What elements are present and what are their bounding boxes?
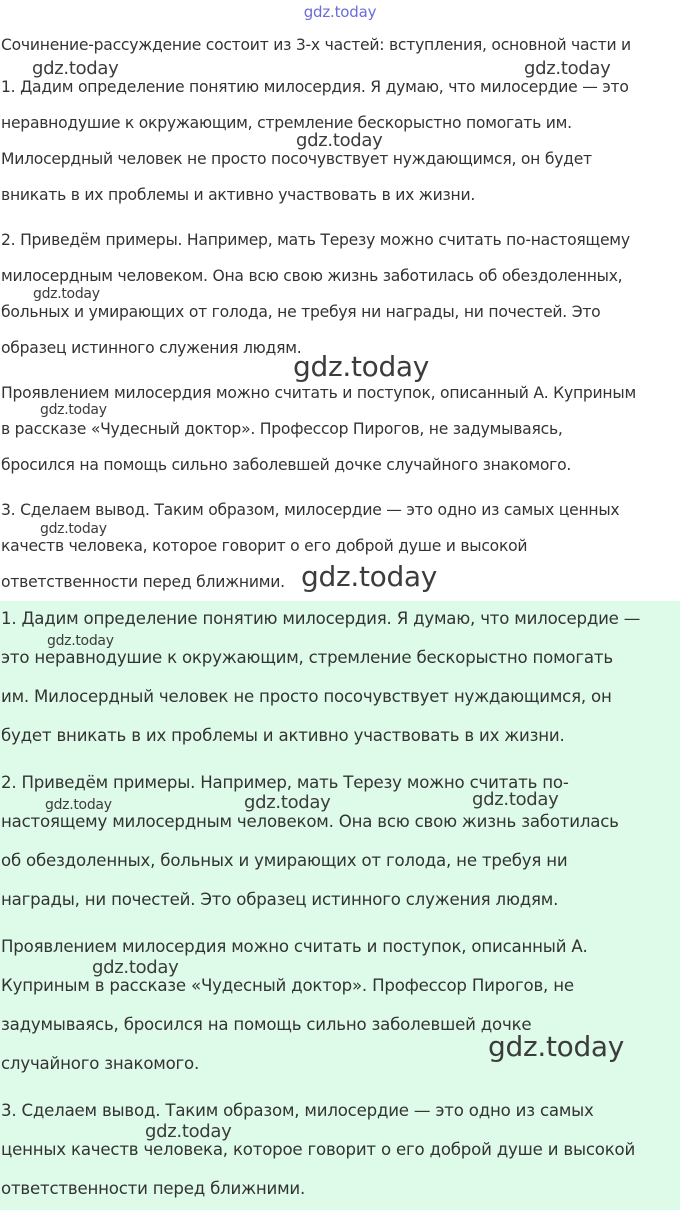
essay-p3-line-1: Проявлением милосердия можно считать и поступок, описанный А. Куприным [1, 384, 636, 402]
essay-p2-line-4: образец истинного служения людям. [1, 339, 302, 357]
site-header-link[interactable]: gdz.today [303, 3, 377, 21]
answer-p3-line-3: задумываясь, бросился на помощь сильно заболевшей дочке [1, 1015, 532, 1034]
essay-intro: Сочинение-рассуждение состоит из 3-х частей: вступления, основной части и [1, 36, 631, 54]
essay-p4-line-3: ответственности перед ближними. [1, 573, 285, 591]
watermark: gdz.today [92, 957, 179, 978]
watermark: gdz.today [244, 792, 331, 813]
answer-p1-line-2: это неравнодушие к окружающим, стремление бескорыстно помогать [1, 648, 613, 667]
essay-p2-line-2: милосердным человеком. Она всю свою жизнь заботилась об обездоленных, [1, 267, 623, 285]
watermark: gdz.today [301, 560, 438, 593]
answer-p3-line-1: Проявлением милосердия можно считать и поступок, описанный А. [1, 937, 588, 956]
answer-p2-line-3: об обездоленных, больных и умирающих от голода, не требуя ни [1, 851, 568, 870]
answer-p4-line-2: ценных качеств человека, которое говорит о его доброй душе и высокой [1, 1140, 636, 1159]
essay-p3-line-2: в рассказе «Чудесный доктор». Профессор Пирогов, не задумываясь, [1, 420, 563, 438]
watermark: gdz.today [40, 402, 107, 418]
watermark: gdz.today [524, 58, 611, 79]
essay-p1-line-4: вникать в их проблемы и активно участвовать в их жизни. [1, 186, 476, 204]
watermark: gdz.today [472, 789, 559, 810]
watermark: gdz.today [33, 286, 100, 302]
answer-p1-line-4: будет вникать в их проблемы и активно участвовать в их жизни. [1, 726, 565, 745]
watermark: gdz.today [45, 797, 112, 813]
watermark: gdz.today [32, 58, 119, 79]
essay-p4-line-1: 3. Сделаем вывод. Таким образом, милосердие — это одно из самых ценных [1, 501, 620, 519]
watermark: gdz.today [47, 633, 114, 649]
answer-p4-line-1: 3. Сделаем вывод. Таким образом, милосердие — это одно из самых [1, 1101, 594, 1120]
answer-p1-line-1: 1. Дадим определение понятию милосердия. Я думаю, что милосердие — [1, 609, 641, 628]
watermark: gdz.today [488, 1030, 625, 1063]
answer-p2-line-1: 2. Приведём примеры. Например, мать Терезу можно считать по- [1, 773, 569, 792]
answer-p2-line-2: настоящему милосердным человеком. Она всю свою жизнь заботилась [1, 812, 619, 831]
essay-p3-line-3: бросился на помощь сильно заболевшей дочке случайного знакомого. [1, 456, 572, 474]
answer-p1-line-3: им. Милосердный человек не просто посочувствует нуждающимся, он [1, 687, 612, 706]
answer-p3-line-2: Куприным в рассказе «Чудесный доктор». Профессор Пирогов, не [1, 976, 574, 995]
essay-p2-line-1: 2. Приведём примеры. Например, мать Терезу можно считать по-настоящему [1, 231, 630, 249]
essay-p2-line-3: больных и умирающих от голода, не требуя ни награды, ни почестей. Это [1, 303, 601, 321]
essay-p4-line-2: качеств человека, которое говорит о его доброй душе и высокой [1, 537, 528, 555]
essay-p1-line-2: неравнодушие к окружающим, стремление бескорыстно помогать им. [1, 114, 572, 132]
answer-block [0, 601, 680, 1210]
watermark: gdz.today [40, 521, 107, 537]
essay-p1-line-1: 1. Дадим определение понятию милосердия. Я думаю, что милосердие — это [1, 78, 629, 96]
answer-p2-line-4: награды, ни почестей. Это образец истинного служения людям. [1, 890, 559, 909]
watermark: gdz.today [296, 130, 383, 151]
essay-p1-line-3: Милосердный человек не просто посочувствует нуждающимся, он будет [1, 150, 592, 168]
answer-p3-line-4: случайного знакомого. [1, 1054, 200, 1073]
watermark: gdz.today [145, 1121, 232, 1142]
watermark: gdz.today [293, 350, 430, 383]
answer-p4-line-3: ответственности перед ближними. [1, 1179, 306, 1198]
